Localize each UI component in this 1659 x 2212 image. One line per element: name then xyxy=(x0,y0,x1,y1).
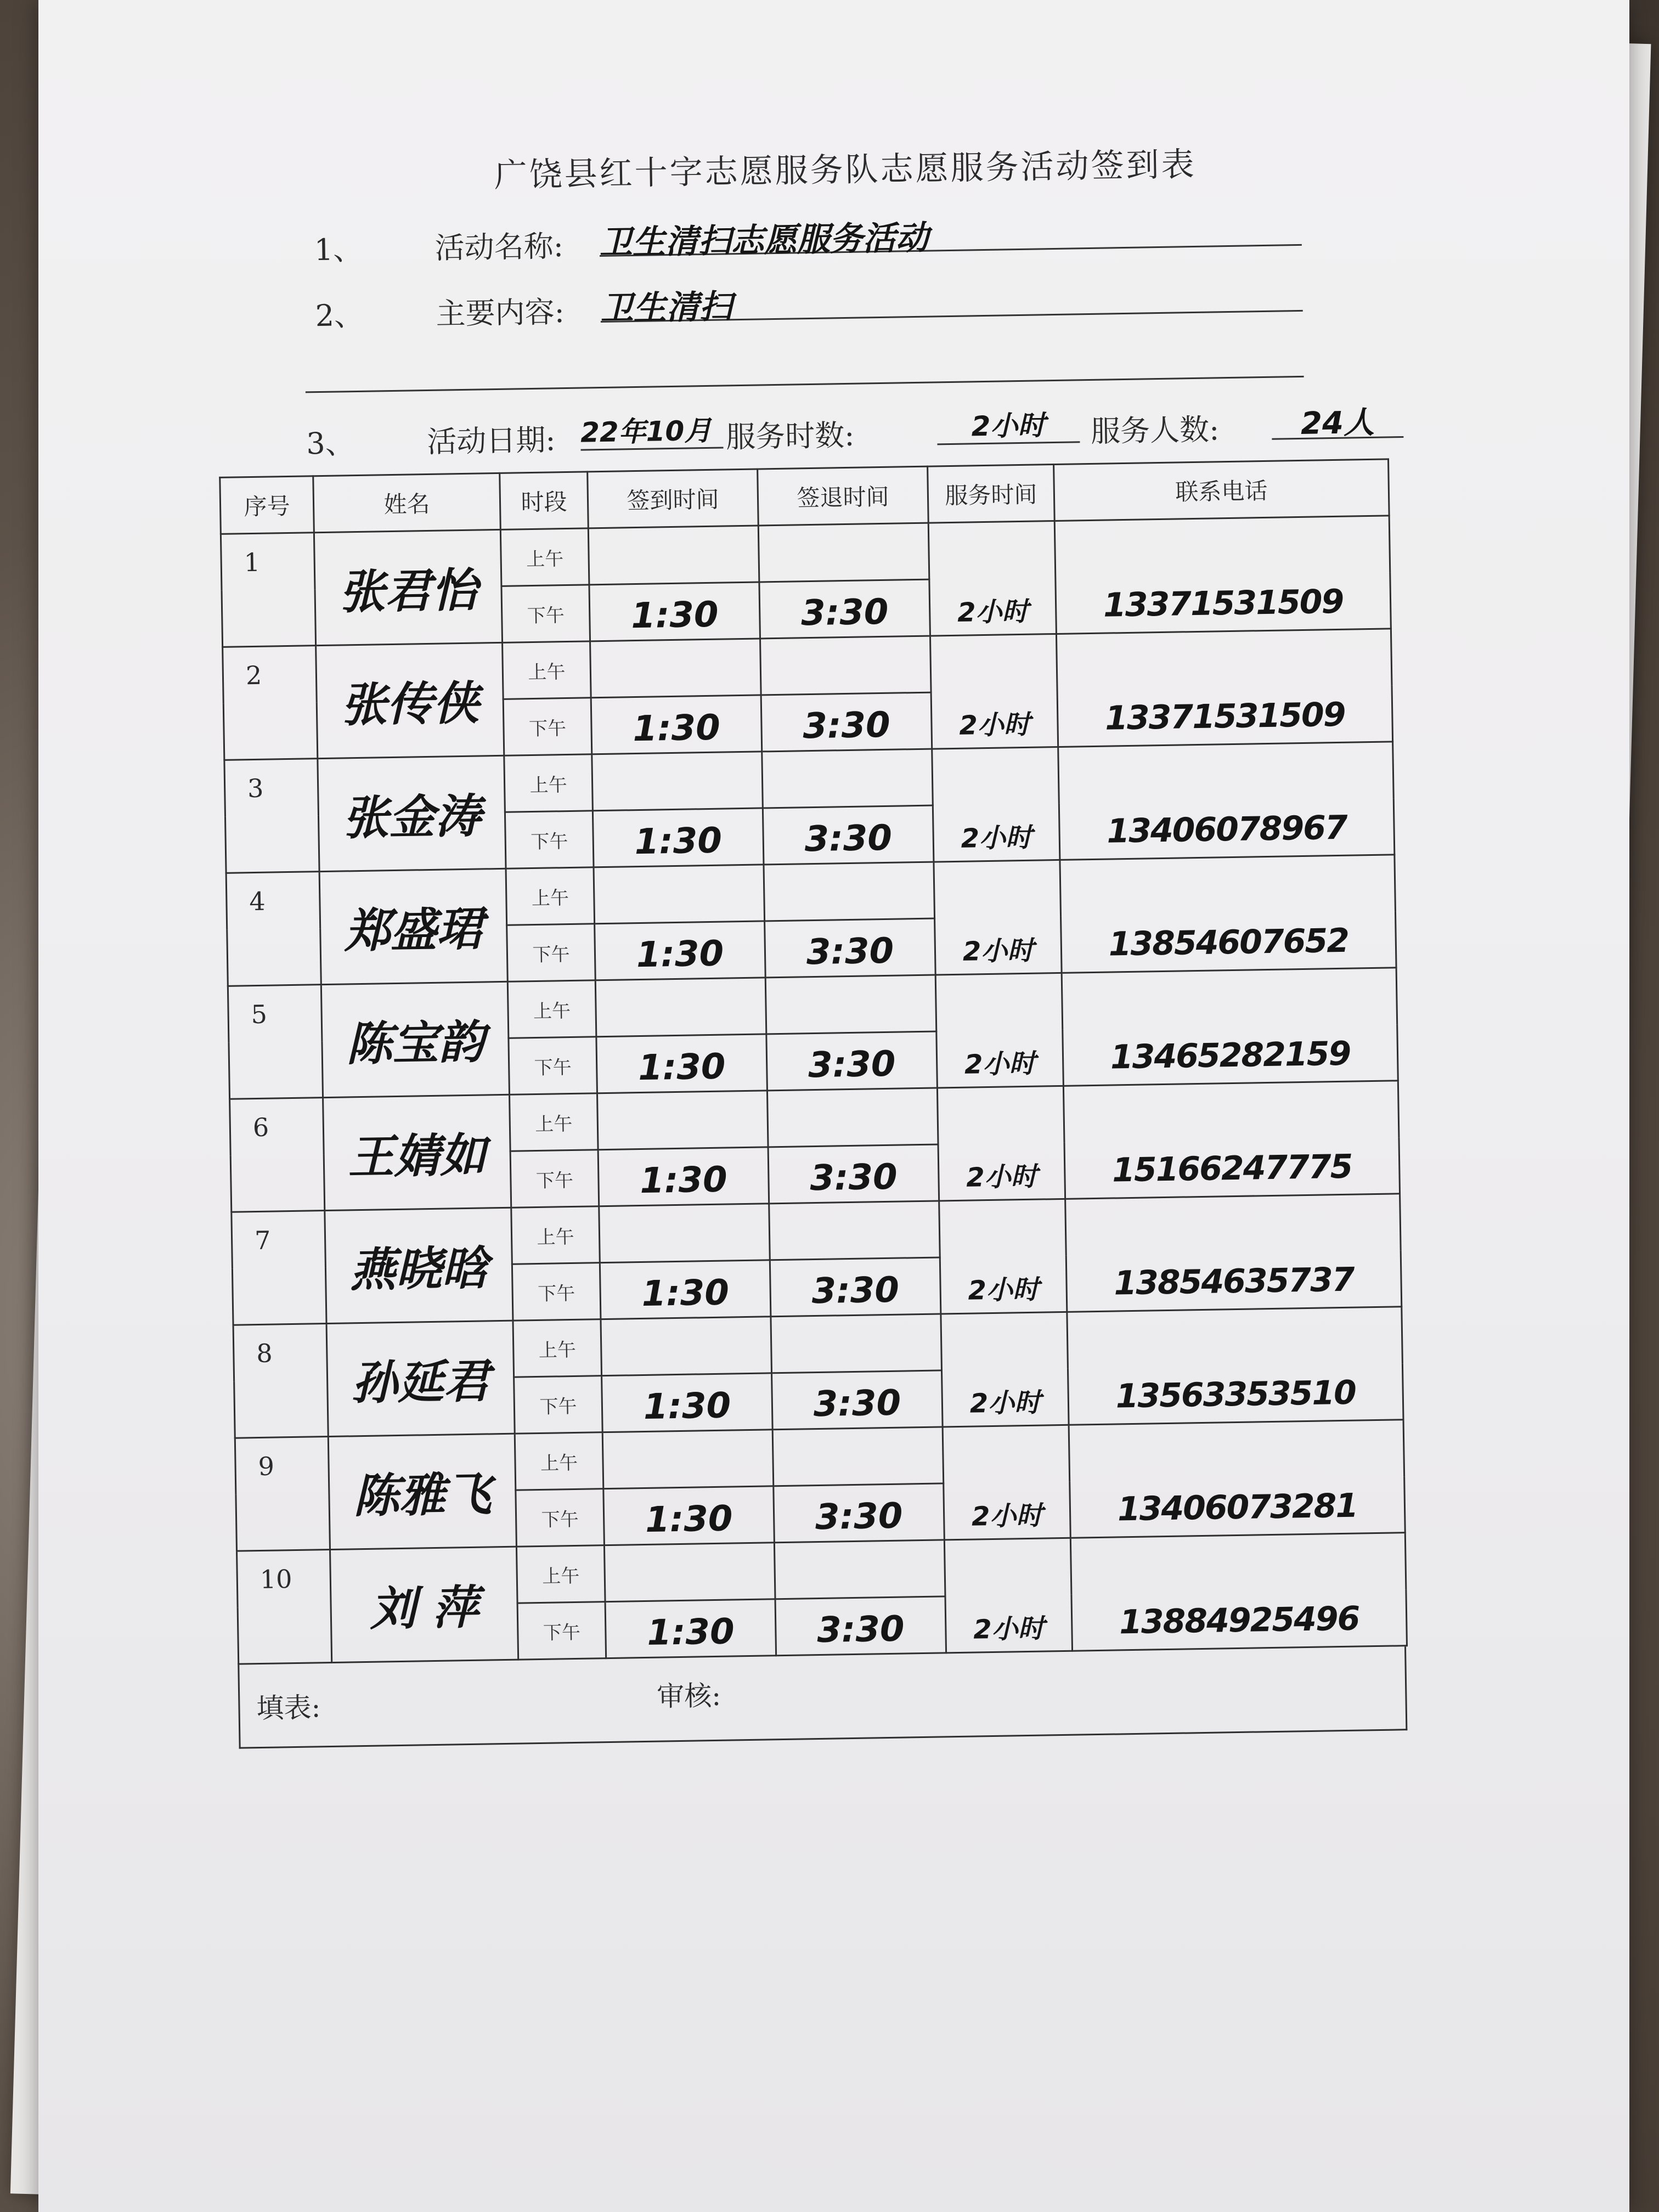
row-name: 燕晓晗 xyxy=(325,1207,513,1323)
pm-sign-out: 3:30 xyxy=(763,805,934,865)
am-sign-in xyxy=(601,1317,772,1376)
am-sign-out xyxy=(765,975,936,1034)
row-phone: 13406078967 xyxy=(1058,742,1395,860)
reviewer-label: 审核: xyxy=(656,1679,721,1713)
period-pm: 下午 xyxy=(501,585,590,643)
header-sign-out-time: 签退时间 xyxy=(758,466,929,526)
row-phone: 13371531509 xyxy=(1054,516,1391,634)
row-name: 张君怡 xyxy=(314,529,502,645)
form-title: 广饶县红十字志愿服务队志愿服务活动签到表 xyxy=(494,145,1197,195)
am-sign-out xyxy=(760,636,932,695)
am-sign-in xyxy=(595,978,766,1037)
period-pm: 下午 xyxy=(503,698,592,756)
row-seq: 6 xyxy=(230,1098,325,1212)
row-seq: 2 xyxy=(223,646,318,760)
am-sign-out xyxy=(769,1201,940,1260)
row-duration: 2小时 xyxy=(939,1199,1067,1314)
sign-in-form xyxy=(214,134,1500,1749)
am-sign-out xyxy=(767,1088,938,1147)
am-sign-in xyxy=(602,1430,774,1489)
row-duration: 2小时 xyxy=(932,747,1060,862)
period-am: 上午 xyxy=(506,867,595,926)
header-period: 时段 xyxy=(500,472,589,530)
item-number: 1、 xyxy=(314,232,363,268)
row-name: 陈雅飞 xyxy=(328,1434,516,1549)
am-sign-out xyxy=(774,1540,945,1599)
period-pm: 下午 xyxy=(505,811,594,869)
period-pm: 下午 xyxy=(516,1489,605,1547)
activity-date-label: 活动日期: xyxy=(426,422,556,459)
period-pm: 下午 xyxy=(509,1037,597,1095)
am-sign-in xyxy=(604,1543,775,1602)
pm-sign-in: 1:30 xyxy=(591,695,762,754)
item-number: 3、 xyxy=(306,426,356,461)
pm-sign-out: 3:30 xyxy=(772,1370,943,1430)
row-name: 王婧如 xyxy=(323,1094,511,1210)
paper-sheet xyxy=(38,0,1629,2212)
am-sign-out xyxy=(764,862,935,921)
pm-sign-out: 3:30 xyxy=(766,1031,938,1091)
period-pm: 下午 xyxy=(510,1150,599,1208)
row-duration: 2小时 xyxy=(935,973,1063,1088)
am-sign-out xyxy=(772,1427,944,1486)
period-am: 上午 xyxy=(516,1545,605,1604)
sign-in-table xyxy=(219,458,1408,1664)
period-pm: 下午 xyxy=(507,924,596,982)
row-phone: 13563353510 xyxy=(1067,1307,1403,1425)
header-service-time: 服务时间 xyxy=(928,465,1055,523)
period-pm: 下午 xyxy=(514,1376,603,1434)
row-name: 刘 萍 xyxy=(330,1547,518,1662)
row-phone: 13465282159 xyxy=(1062,968,1398,1086)
item-number: 2、 xyxy=(315,297,364,334)
am-sign-in xyxy=(588,526,759,585)
pm-sign-out: 3:30 xyxy=(774,1483,945,1543)
row-name: 张金涛 xyxy=(318,755,506,871)
service-people-value: 24人 xyxy=(1271,398,1403,440)
am-sign-out xyxy=(771,1314,942,1373)
row-phone: 13854607652 xyxy=(1060,855,1396,973)
row-name: 陈宝韵 xyxy=(321,981,509,1097)
am-sign-out xyxy=(762,749,933,808)
row-duration: 2小时 xyxy=(944,1538,1072,1653)
row-duration: 2小时 xyxy=(934,860,1062,975)
header-name: 姓名 xyxy=(313,473,501,532)
filler-label: 填表: xyxy=(256,1691,321,1725)
am-sign-in xyxy=(590,639,761,698)
pm-sign-out: 3:30 xyxy=(761,692,932,752)
pm-sign-in: 1:30 xyxy=(595,921,766,980)
row-phone: 13371531509 xyxy=(1056,629,1392,747)
row-name: 孙延君 xyxy=(326,1321,515,1436)
row-duration: 2小时 xyxy=(937,1086,1065,1201)
period-am: 上午 xyxy=(513,1319,602,1378)
row-seq: 5 xyxy=(228,985,323,1099)
pm-sign-out: 3:30 xyxy=(759,579,930,639)
form-footer xyxy=(238,1646,1407,1748)
row-phone: 13884925496 xyxy=(1070,1533,1407,1651)
row-name: 张传侠 xyxy=(316,642,504,758)
row-duration: 2小时 xyxy=(941,1312,1069,1427)
am-sign-in xyxy=(597,1091,768,1150)
row-seq: 8 xyxy=(233,1324,328,1438)
period-am: 上午 xyxy=(500,528,589,586)
pm-sign-in: 1:30 xyxy=(596,1034,768,1093)
header-seq: 序号 xyxy=(220,476,314,534)
header-sign-in-time: 签到时间 xyxy=(588,469,759,528)
pm-sign-out: 3:30 xyxy=(770,1257,941,1317)
period-am: 上午 xyxy=(504,754,593,812)
am-sign-out xyxy=(758,523,929,582)
pm-sign-in: 1:30 xyxy=(602,1373,773,1432)
pm-sign-in: 1:30 xyxy=(592,808,764,867)
period-pm: 下午 xyxy=(517,1602,606,1660)
row-phone: 13406073281 xyxy=(1069,1420,1405,1538)
pm-sign-in: 1:30 xyxy=(598,1147,769,1206)
row-seq: 9 xyxy=(235,1437,330,1551)
service-people-label: 服务人数: xyxy=(1090,412,1220,449)
period-am: 上午 xyxy=(515,1432,603,1491)
row-seq: 4 xyxy=(226,872,321,986)
service-hours-label: 服务时数: xyxy=(725,417,855,455)
pm-sign-out: 3:30 xyxy=(768,1144,939,1204)
row-seq: 1 xyxy=(221,533,315,647)
pm-sign-in: 1:30 xyxy=(600,1260,771,1319)
am-sign-in xyxy=(594,865,765,924)
period-am: 上午 xyxy=(503,641,591,699)
period-am: 上午 xyxy=(511,1206,600,1265)
row-seq: 3 xyxy=(224,759,319,873)
header-phone: 联系电话 xyxy=(1054,459,1390,521)
pm-sign-out: 3:30 xyxy=(775,1596,946,1656)
row-phone: 15166247775 xyxy=(1063,1081,1400,1199)
activity-name-value: 卫生清扫志愿服务活动 xyxy=(599,206,1302,257)
period-am: 上午 xyxy=(507,980,596,1039)
row-seq: 7 xyxy=(232,1211,326,1325)
pm-sign-in: 1:30 xyxy=(589,582,760,641)
period-am: 上午 xyxy=(510,1093,599,1152)
service-hours-value: 2小时 xyxy=(936,403,1080,445)
period-pm: 下午 xyxy=(512,1263,601,1321)
row-duration: 2小时 xyxy=(930,634,1058,749)
row-seq: 10 xyxy=(237,1549,332,1664)
main-content-label: 主要内容: xyxy=(436,295,565,331)
main-content-value: 卫生清扫 xyxy=(600,272,1303,323)
row-name: 郑盛珺 xyxy=(319,868,507,984)
row-phone: 13854635737 xyxy=(1065,1194,1402,1312)
pm-sign-in: 1:30 xyxy=(603,1486,775,1545)
pm-sign-out: 3:30 xyxy=(765,918,936,978)
pm-sign-in: 1:30 xyxy=(605,1599,776,1658)
activity-name-label: 活动名称: xyxy=(435,229,564,266)
am-sign-in xyxy=(599,1204,770,1263)
am-sign-in xyxy=(592,752,763,811)
row-duration: 2小时 xyxy=(943,1425,1070,1540)
activity-date-value: 22年10月 xyxy=(580,408,723,450)
row-duration: 2小时 xyxy=(928,521,1056,636)
